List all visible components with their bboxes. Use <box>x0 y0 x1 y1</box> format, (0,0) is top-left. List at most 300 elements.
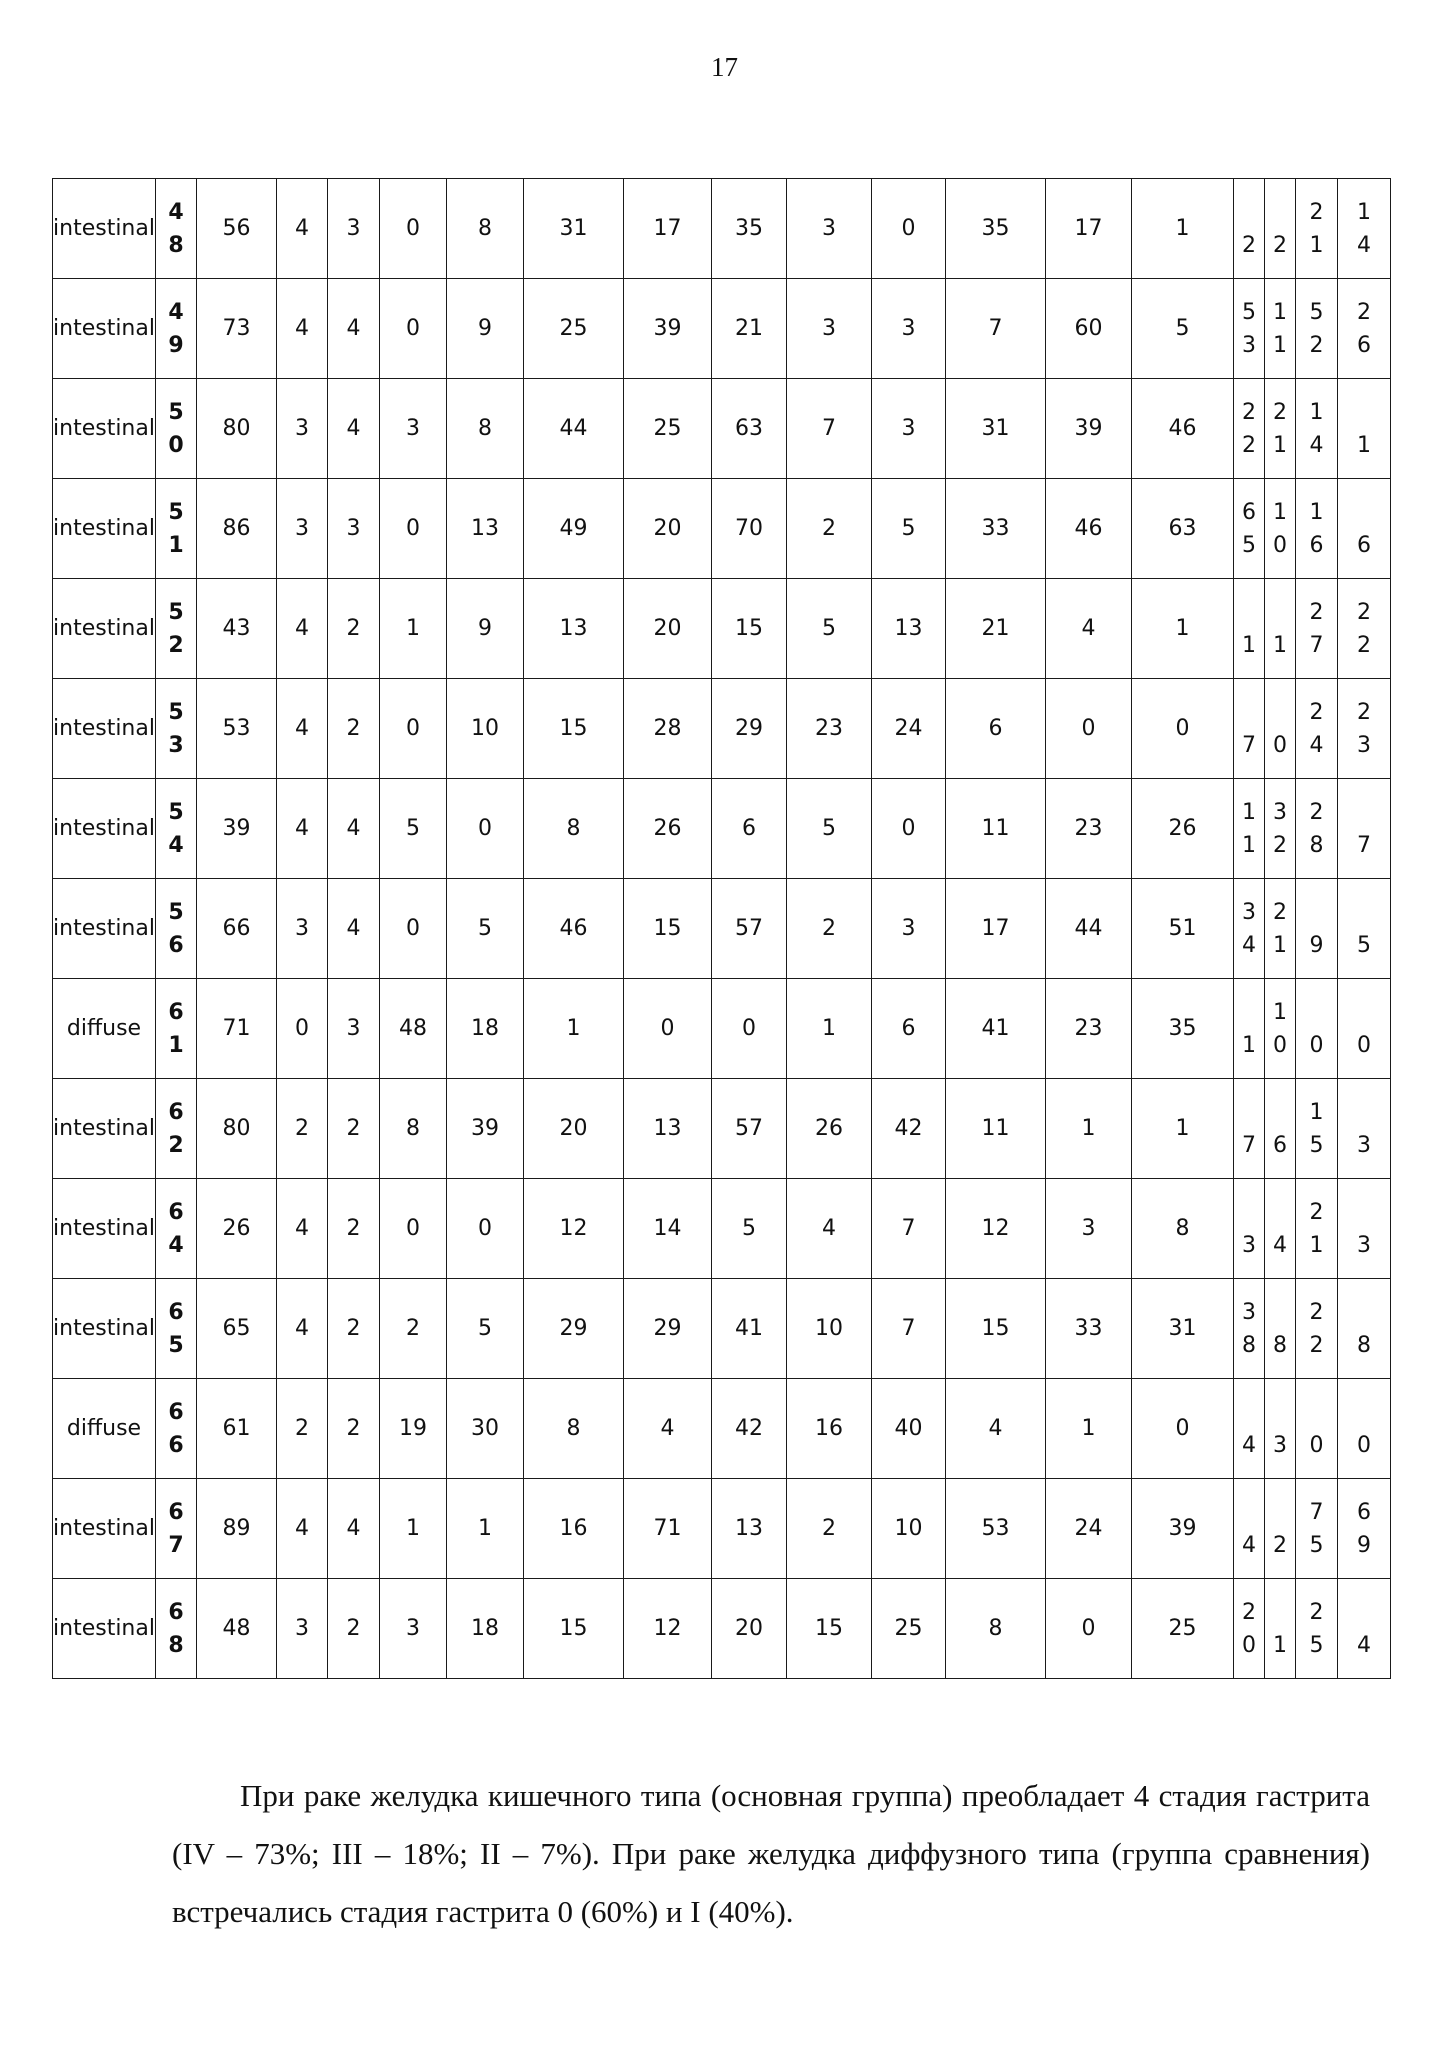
value-cell: 0 <box>380 179 447 279</box>
value-cell: 7 <box>872 1179 946 1279</box>
narrow-value: 3 <box>1357 1232 1371 1258</box>
value-cell: 44 <box>524 379 624 479</box>
narrow-value-cell <box>1265 579 1296 679</box>
narrow-value-cell <box>1234 1279 1265 1379</box>
narrow-value-cell <box>1296 579 1338 679</box>
narrow-value: 10 <box>1273 499 1287 558</box>
value-cell: 12 <box>624 1579 712 1679</box>
value-cell: 46 <box>1132 379 1234 479</box>
narrow-value: 4 <box>1357 1632 1371 1658</box>
value-cell: 0 <box>712 979 787 1079</box>
value-cell: 5 <box>712 1179 787 1279</box>
value-cell: 86 <box>197 479 277 579</box>
narrow-value-cell <box>1338 379 1391 479</box>
value-cell: 1 <box>1132 1079 1234 1179</box>
value-cell: 4 <box>277 579 328 679</box>
value-cell: 5 <box>1132 279 1234 379</box>
narrow-value: 21 <box>1309 199 1324 258</box>
narrow-value-cell <box>1296 1079 1338 1179</box>
narrow-value-cell <box>1234 279 1265 379</box>
value-cell: 6 <box>946 679 1046 779</box>
narrow-value-cell <box>1338 279 1391 379</box>
value-cell: 3 <box>787 279 872 379</box>
narrow-value: 11 <box>1273 299 1287 358</box>
table-row <box>53 479 1391 579</box>
value-cell: 41 <box>946 979 1046 1079</box>
narrow-value-cell <box>1338 1479 1391 1579</box>
value-cell: 5 <box>447 879 524 979</box>
table-row <box>53 779 1391 879</box>
value-cell: 0 <box>447 779 524 879</box>
value-cell: 20 <box>624 579 712 679</box>
value-cell: 9 <box>447 279 524 379</box>
value-cell: 63 <box>712 379 787 479</box>
value-cell: 3 <box>872 379 946 479</box>
value-cell: 0 <box>872 179 946 279</box>
value-cell: 26 <box>1132 779 1234 879</box>
narrow-value: 2 <box>1273 232 1287 258</box>
value-cell: 4 <box>787 1179 872 1279</box>
value-cell: 48 <box>380 979 447 1079</box>
value-cell: 4 <box>946 1379 1046 1479</box>
value-cell: 7 <box>946 279 1046 379</box>
value-cell: 35 <box>712 179 787 279</box>
table-row <box>53 279 1391 379</box>
value-cell: 2 <box>380 1279 447 1379</box>
value-cell: 12 <box>946 1179 1046 1279</box>
narrow-value: 34 <box>1242 899 1256 958</box>
narrow-value-cell <box>1338 879 1391 979</box>
narrow-value-cell <box>1338 479 1391 579</box>
value-cell: 35 <box>1132 979 1234 1079</box>
narrow-value-cell <box>1296 1479 1338 1579</box>
page-number: 17 <box>711 52 738 82</box>
narrow-value: 0 <box>1309 1032 1324 1058</box>
value-cell: 1 <box>1132 179 1234 279</box>
case-number-cell <box>156 1179 197 1279</box>
narrow-value: 65 <box>1242 499 1256 558</box>
value-cell: 0 <box>624 979 712 1079</box>
narrow-value: 21 <box>1273 899 1287 958</box>
value-cell: 3 <box>277 379 328 479</box>
value-cell: 6 <box>872 979 946 1079</box>
value-cell: 56 <box>197 179 277 279</box>
value-cell: 14 <box>624 1179 712 1279</box>
narrow-value-cell <box>1296 1279 1338 1379</box>
value-cell: 41 <box>712 1279 787 1379</box>
narrow-value-cell <box>1265 979 1296 1079</box>
narrow-value: 28 <box>1309 799 1324 858</box>
narrow-value: 25 <box>1309 1599 1324 1658</box>
value-cell: 53 <box>946 1479 1046 1579</box>
value-cell: 2 <box>277 1379 328 1479</box>
value-cell: 0 <box>380 1179 447 1279</box>
value-cell: 71 <box>624 1479 712 1579</box>
case-number: 49 <box>168 299 184 358</box>
value-cell: 3 <box>328 979 380 1079</box>
case-number: 53 <box>168 699 184 758</box>
case-number: 64 <box>168 1199 184 1258</box>
value-cell: 1 <box>380 579 447 679</box>
type-cell: intestinal <box>53 1579 156 1679</box>
narrow-value-cell <box>1265 879 1296 979</box>
narrow-value: 3 <box>1242 1232 1256 1258</box>
value-cell: 3 <box>328 179 380 279</box>
type-cell: diffuse <box>53 1379 156 1479</box>
value-cell: 4 <box>328 779 380 879</box>
value-cell: 57 <box>712 879 787 979</box>
narrow-value-cell <box>1338 579 1391 679</box>
case-number-cell <box>156 179 197 279</box>
case-number-cell <box>156 279 197 379</box>
value-cell: 70 <box>712 479 787 579</box>
case-number: 68 <box>168 1599 184 1658</box>
value-cell: 8 <box>524 1379 624 1479</box>
narrow-value-cell <box>1265 179 1296 279</box>
value-cell: 35 <box>946 179 1046 279</box>
case-number: 48 <box>168 199 184 258</box>
case-number: 50 <box>168 399 184 458</box>
value-cell: 20 <box>624 479 712 579</box>
case-number-cell <box>156 379 197 479</box>
case-number-cell <box>156 979 197 1079</box>
case-number: 52 <box>168 599 184 658</box>
value-cell: 48 <box>197 1579 277 1679</box>
value-cell: 2 <box>787 879 872 979</box>
narrow-value: 20 <box>1242 1599 1256 1658</box>
value-cell: 4 <box>277 1479 328 1579</box>
narrow-value-cell <box>1296 479 1338 579</box>
table-row <box>53 1479 1391 1579</box>
table-row <box>53 1579 1391 1679</box>
narrow-value: 75 <box>1309 1499 1324 1558</box>
case-number-cell <box>156 1279 197 1379</box>
value-cell: 11 <box>946 779 1046 879</box>
value-cell: 73 <box>197 279 277 379</box>
narrow-value: 3 <box>1273 1432 1287 1458</box>
table-row <box>53 1279 1391 1379</box>
value-cell: 43 <box>197 579 277 679</box>
value-cell: 2 <box>328 1579 380 1679</box>
narrow-value-cell <box>1338 1579 1391 1679</box>
value-cell: 44 <box>1046 879 1132 979</box>
value-cell: 4 <box>277 279 328 379</box>
value-cell: 4 <box>328 279 380 379</box>
narrow-value-cell <box>1296 979 1338 1079</box>
value-cell: 1 <box>1046 1079 1132 1179</box>
value-cell: 1 <box>787 979 872 1079</box>
narrow-value: 6 <box>1273 1132 1287 1158</box>
narrow-value: 1 <box>1273 632 1287 658</box>
narrow-value: 0 <box>1357 1432 1371 1458</box>
value-cell: 4 <box>277 179 328 279</box>
value-cell: 7 <box>872 1279 946 1379</box>
narrow-value-cell <box>1234 879 1265 979</box>
value-cell: 25 <box>524 279 624 379</box>
table-row <box>53 879 1391 979</box>
value-cell: 39 <box>447 1079 524 1179</box>
value-cell: 2 <box>328 1079 380 1179</box>
case-number-cell <box>156 779 197 879</box>
narrow-value: 4 <box>1242 1532 1256 1558</box>
type-cell: intestinal <box>53 179 156 279</box>
value-cell: 8 <box>380 1079 447 1179</box>
type-cell: intestinal <box>53 279 156 379</box>
case-number: 65 <box>168 1299 184 1358</box>
narrow-value-cell <box>1296 779 1338 879</box>
narrow-value: 6 <box>1357 532 1371 558</box>
value-cell: 31 <box>946 379 1046 479</box>
value-cell: 53 <box>197 679 277 779</box>
value-cell: 61 <box>197 1379 277 1479</box>
case-number: 56 <box>168 899 184 958</box>
value-cell: 13 <box>524 579 624 679</box>
value-cell: 0 <box>1132 1379 1234 1479</box>
value-cell: 0 <box>872 779 946 879</box>
case-number-cell <box>156 1079 197 1179</box>
narrow-value: 0 <box>1273 732 1287 758</box>
value-cell: 6 <box>712 779 787 879</box>
value-cell: 0 <box>1132 679 1234 779</box>
value-cell: 2 <box>328 579 380 679</box>
value-cell: 15 <box>624 879 712 979</box>
type-cell: intestinal <box>53 579 156 679</box>
value-cell: 29 <box>624 1279 712 1379</box>
case-number: 66 <box>168 1399 184 1458</box>
narrow-value-cell <box>1338 979 1391 1079</box>
value-cell: 12 <box>524 1179 624 1279</box>
narrow-value-cell <box>1338 1379 1391 1479</box>
value-cell: 51 <box>1132 879 1234 979</box>
narrow-value-cell <box>1234 679 1265 779</box>
narrow-value: 21 <box>1309 1199 1324 1258</box>
value-cell: 3 <box>872 279 946 379</box>
narrow-value-cell <box>1234 1379 1265 1479</box>
narrow-value: 4 <box>1242 1432 1256 1458</box>
value-cell: 4 <box>1046 579 1132 679</box>
narrow-value-cell <box>1265 1579 1296 1679</box>
narrow-value: 38 <box>1242 1299 1256 1358</box>
value-cell: 20 <box>524 1079 624 1179</box>
value-cell: 29 <box>524 1279 624 1379</box>
narrow-value: 5 <box>1357 932 1371 958</box>
type-cell: intestinal <box>53 479 156 579</box>
narrow-value: 21 <box>1273 399 1287 458</box>
value-cell: 0 <box>380 879 447 979</box>
value-cell: 4 <box>328 379 380 479</box>
value-cell: 49 <box>524 479 624 579</box>
case-number: 61 <box>168 999 184 1058</box>
value-cell: 3 <box>328 479 380 579</box>
narrow-value: 2 <box>1242 232 1256 258</box>
value-cell: 33 <box>1046 1279 1132 1379</box>
value-cell: 10 <box>872 1479 946 1579</box>
value-cell: 10 <box>787 1279 872 1379</box>
value-cell: 13 <box>447 479 524 579</box>
value-cell: 24 <box>872 679 946 779</box>
narrow-value: 26 <box>1357 299 1371 358</box>
table-row <box>53 179 1391 279</box>
value-cell: 33 <box>946 479 1046 579</box>
narrow-value: 1 <box>1242 632 1256 658</box>
value-cell: 42 <box>872 1079 946 1179</box>
narrow-value-cell <box>1265 1079 1296 1179</box>
narrow-value-cell <box>1234 979 1265 1079</box>
narrow-value-cell <box>1296 1379 1338 1479</box>
value-cell: 30 <box>447 1379 524 1479</box>
table-row <box>53 579 1391 679</box>
narrow-value-cell <box>1234 779 1265 879</box>
narrow-value: 22 <box>1357 599 1371 658</box>
value-cell: 2 <box>787 1479 872 1579</box>
value-cell: 4 <box>277 779 328 879</box>
value-cell: 4 <box>328 1479 380 1579</box>
narrow-value-cell <box>1296 379 1338 479</box>
value-cell: 13 <box>624 1079 712 1179</box>
narrow-value-cell <box>1265 779 1296 879</box>
value-cell: 80 <box>197 379 277 479</box>
narrow-value: 16 <box>1309 499 1324 558</box>
value-cell: 39 <box>1132 1479 1234 1579</box>
value-cell: 0 <box>380 279 447 379</box>
value-cell: 13 <box>712 1479 787 1579</box>
narrow-value: 23 <box>1357 699 1371 758</box>
narrow-value-cell <box>1338 679 1391 779</box>
table-row <box>53 1179 1391 1279</box>
value-cell: 3 <box>380 1579 447 1679</box>
narrow-value: 8 <box>1273 1332 1287 1358</box>
narrow-value: 1 <box>1273 1632 1287 1658</box>
value-cell: 4 <box>277 1179 328 1279</box>
narrow-value-cell <box>1265 1479 1296 1579</box>
value-cell: 15 <box>524 1579 624 1679</box>
narrow-value-cell <box>1338 779 1391 879</box>
value-cell: 2 <box>277 1079 328 1179</box>
narrow-value: 0 <box>1309 1432 1324 1458</box>
value-cell: 1 <box>1132 579 1234 679</box>
value-cell: 23 <box>1046 779 1132 879</box>
value-cell: 19 <box>380 1379 447 1479</box>
case-number-cell <box>156 1479 197 1579</box>
type-cell: intestinal <box>53 879 156 979</box>
narrow-value: 22 <box>1309 1299 1324 1358</box>
case-number-cell <box>156 679 197 779</box>
case-number: 54 <box>168 799 184 858</box>
value-cell: 31 <box>1132 1279 1234 1379</box>
narrow-value: 32 <box>1273 799 1287 858</box>
narrow-value-cell <box>1338 1079 1391 1179</box>
value-cell: 16 <box>787 1379 872 1479</box>
value-cell: 3 <box>1046 1179 1132 1279</box>
value-cell: 4 <box>624 1379 712 1479</box>
value-cell: 16 <box>524 1479 624 1579</box>
value-cell: 20 <box>712 1579 787 1679</box>
value-cell: 89 <box>197 1479 277 1579</box>
narrow-value: 10 <box>1273 999 1287 1058</box>
narrow-value: 14 <box>1357 199 1371 258</box>
value-cell: 0 <box>447 1179 524 1279</box>
narrow-value: 8 <box>1357 1332 1371 1358</box>
narrow-value-cell <box>1296 179 1338 279</box>
value-cell: 15 <box>524 679 624 779</box>
value-cell: 21 <box>946 579 1046 679</box>
value-cell: 23 <box>787 679 872 779</box>
value-cell: 63 <box>1132 479 1234 579</box>
value-cell: 1 <box>380 1479 447 1579</box>
value-cell: 2 <box>787 479 872 579</box>
value-cell: 28 <box>624 679 712 779</box>
value-cell: 71 <box>197 979 277 1079</box>
case-number: 51 <box>168 499 184 558</box>
value-cell: 24 <box>1046 1479 1132 1579</box>
narrow-value: 7 <box>1242 732 1256 758</box>
narrow-value: 53 <box>1242 299 1256 358</box>
value-cell: 5 <box>447 1279 524 1379</box>
type-cell: intestinal <box>53 679 156 779</box>
value-cell: 0 <box>1046 1579 1132 1679</box>
narrow-value-cell <box>1296 1179 1338 1279</box>
narrow-value-cell <box>1338 1179 1391 1279</box>
type-cell: intestinal <box>53 1079 156 1179</box>
body-paragraph: При раке желудка кишечного типа (основная группа) преобладает 4 стадия гастрита (IV – 73%; III – 18%; II – 7%). При раке желудка диффузного типа (группа сравнения) встречались стадия гастрита 0 (60%) и I (40%). <box>172 1778 1370 1929</box>
value-cell: 0 <box>380 679 447 779</box>
narrow-value: 11 <box>1242 799 1256 858</box>
narrow-value-cell <box>1234 579 1265 679</box>
narrow-value-cell <box>1296 679 1338 779</box>
value-cell: 57 <box>712 1079 787 1179</box>
value-cell: 3 <box>787 179 872 279</box>
narrow-value-cell <box>1234 1079 1265 1179</box>
value-cell: 65 <box>197 1279 277 1379</box>
value-cell: 39 <box>1046 379 1132 479</box>
value-cell: 18 <box>447 1579 524 1679</box>
case-number-cell <box>156 579 197 679</box>
value-cell: 25 <box>872 1579 946 1679</box>
value-cell: 7 <box>787 379 872 479</box>
value-cell: 1 <box>447 1479 524 1579</box>
table-row <box>53 979 1391 1079</box>
case-number-cell <box>156 479 197 579</box>
narrow-value-cell <box>1296 879 1338 979</box>
narrow-value-cell <box>1234 1479 1265 1579</box>
value-cell: 9 <box>447 579 524 679</box>
value-cell: 3 <box>277 479 328 579</box>
data-table <box>52 178 1391 1679</box>
value-cell: 15 <box>712 579 787 679</box>
value-cell: 2 <box>328 1179 380 1279</box>
value-cell: 8 <box>447 379 524 479</box>
type-cell: intestinal <box>53 779 156 879</box>
value-cell: 26 <box>624 779 712 879</box>
narrow-value-cell <box>1265 279 1296 379</box>
table-row <box>53 379 1391 479</box>
value-cell: 1 <box>524 979 624 1079</box>
value-cell: 8 <box>946 1579 1046 1679</box>
narrow-value-cell <box>1338 1279 1391 1379</box>
value-cell: 46 <box>1046 479 1132 579</box>
narrow-value-cell <box>1234 1579 1265 1679</box>
narrow-value-cell <box>1265 1379 1296 1479</box>
narrow-value: 0 <box>1357 1032 1371 1058</box>
value-cell: 15 <box>787 1579 872 1679</box>
value-cell: 60 <box>1046 279 1132 379</box>
narrow-value-cell <box>1296 279 1338 379</box>
type-cell: intestinal <box>53 1279 156 1379</box>
narrow-value: 4 <box>1273 1232 1287 1258</box>
narrow-value: 7 <box>1357 832 1371 858</box>
value-cell: 3 <box>872 879 946 979</box>
narrow-value-cell <box>1265 1179 1296 1279</box>
